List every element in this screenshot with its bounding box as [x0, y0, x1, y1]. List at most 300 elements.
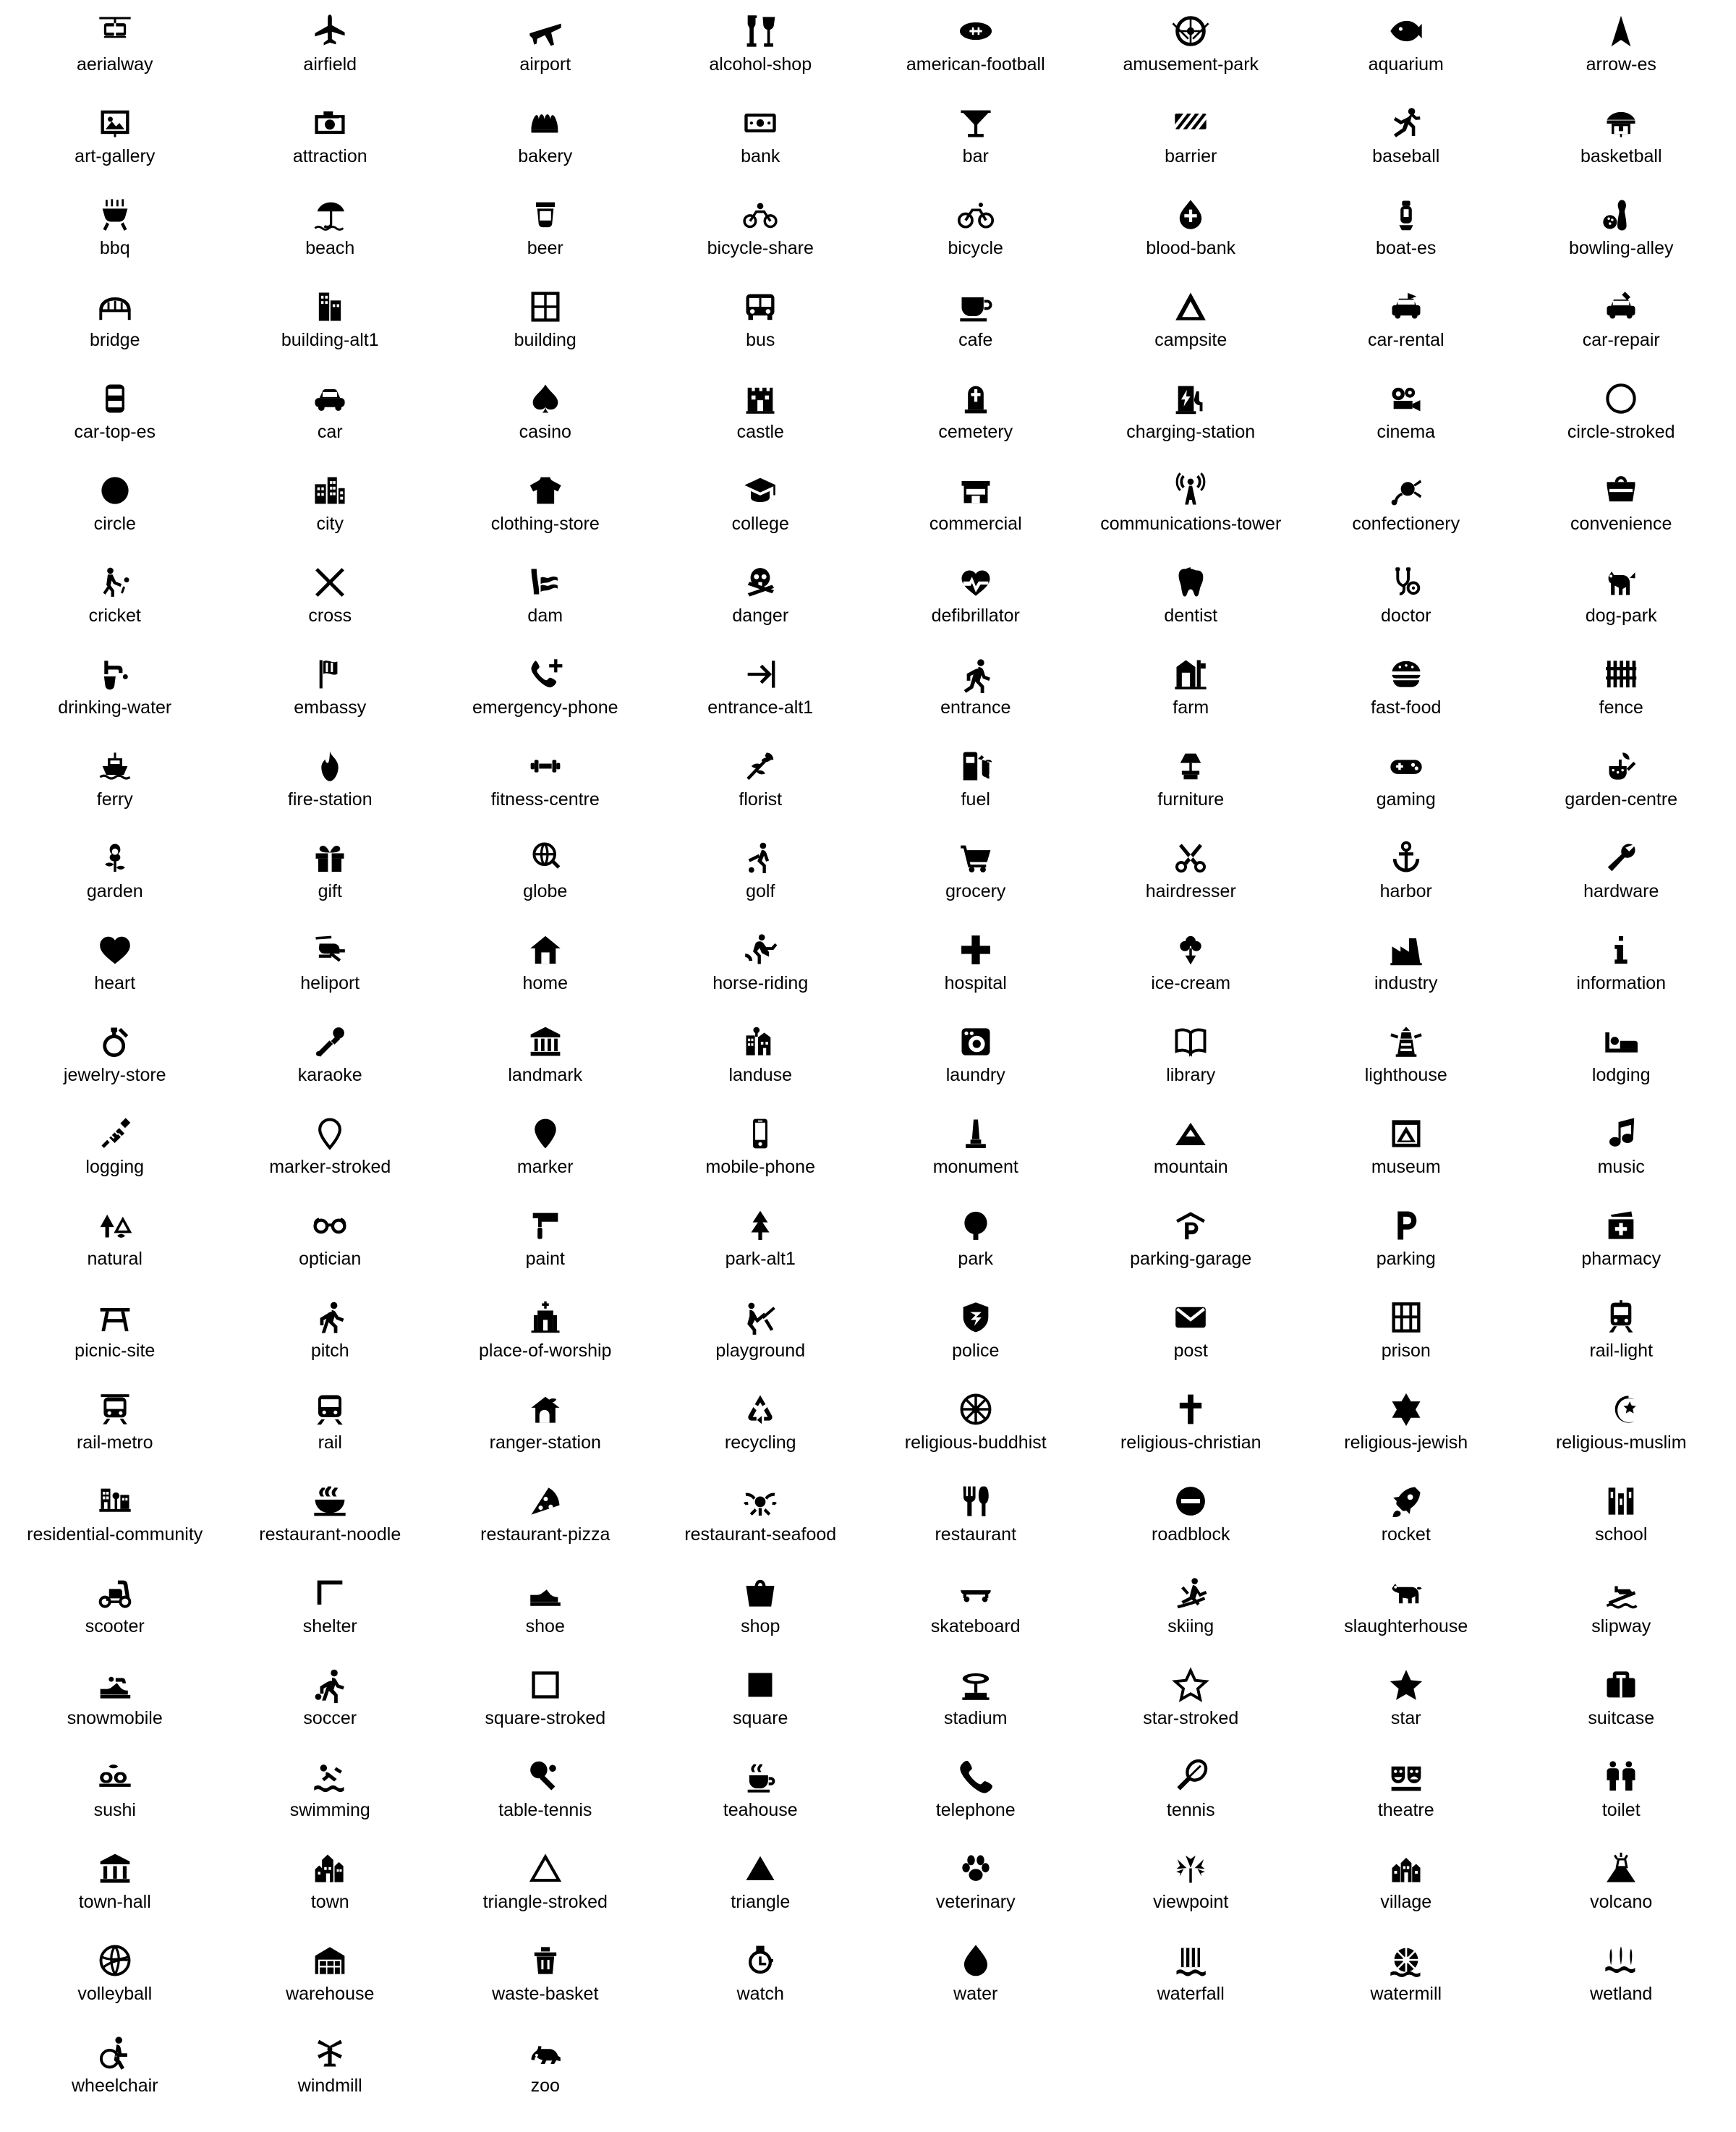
- icon-cell-alcohol-shop[interactable]: [653, 4, 869, 96]
- icon-cell-stadium[interactable]: [868, 1658, 1084, 1750]
- icon-label: garden-centre: [1565, 789, 1678, 810]
- square-stroked-icon: [527, 1662, 564, 1707]
- arrow-es-icon: [1602, 9, 1640, 54]
- icon-cell-restaurant-pizza[interactable]: [438, 1474, 653, 1566]
- icon-label: star-stroked: [1143, 1708, 1239, 1728]
- icon-label: beach: [305, 238, 355, 258]
- embassy-icon: [311, 652, 349, 697]
- icon-cell-aquarium[interactable]: [1298, 4, 1514, 96]
- icon-cell-slipway[interactable]: [1514, 1566, 1729, 1658]
- soccer-icon: [311, 1662, 349, 1707]
- icon-cell-lighthouse[interactable]: [1298, 1015, 1514, 1107]
- circle-stroked-icon: [1602, 376, 1640, 421]
- icon-label: campsite: [1154, 330, 1227, 350]
- icon-cell-prison[interactable]: [1298, 1291, 1514, 1383]
- icon-cell-baseball[interactable]: [1298, 96, 1514, 188]
- icon-cell-park[interactable]: [868, 1199, 1084, 1291]
- icon-cell-communications-tower[interactable]: [1084, 464, 1299, 556]
- icon-cell-bridge[interactable]: [7, 280, 223, 372]
- icon-cell-defibrillator[interactable]: [868, 556, 1084, 647]
- icon-cell-fitness-centre[interactable]: [438, 739, 653, 831]
- laundry-icon: [957, 1019, 995, 1064]
- icon-cell-cricket[interactable]: [7, 556, 223, 647]
- icon-cell-wheelchair[interactable]: [7, 2026, 223, 2118]
- icon-label: school: [1595, 1524, 1648, 1545]
- icon-cell-police[interactable]: [868, 1291, 1084, 1383]
- icon-label: restaurant-pizza: [480, 1524, 610, 1545]
- icon-cell-car-repair[interactable]: [1514, 280, 1729, 372]
- icon-label: snowmobile: [67, 1708, 163, 1728]
- icon-cell-bank[interactable]: [653, 96, 869, 188]
- icon-cell-airfield[interactable]: [223, 4, 438, 96]
- baseball-icon: [1387, 101, 1425, 145]
- icon-cell-optician[interactable]: [223, 1199, 438, 1291]
- icon-cell-confectionery[interactable]: [1298, 464, 1514, 556]
- viewpoint-icon: [1172, 1846, 1209, 1891]
- icon-cell-building[interactable]: [438, 280, 653, 372]
- icon-label: emergency-phone: [472, 697, 618, 718]
- icon-cell-marker[interactable]: [438, 1107, 653, 1199]
- icon-cell-square[interactable]: [653, 1658, 869, 1750]
- icon-label: wheelchair: [71, 2076, 158, 2096]
- icon-cell-hairdresser[interactable]: [1084, 831, 1299, 923]
- icon-cell-pitch[interactable]: [223, 1291, 438, 1383]
- icon-cell-karaoke[interactable]: [223, 1015, 438, 1107]
- icon-cell-cafe[interactable]: [868, 280, 1084, 372]
- icon-label: shelter: [302, 1616, 357, 1636]
- icon-label: religious-muslim: [1555, 1432, 1687, 1453]
- icon-label: defibrillator: [931, 606, 1020, 626]
- icon-cell-village[interactable]: [1298, 1842, 1514, 1934]
- icon-cell-skateboard[interactable]: [868, 1566, 1084, 1658]
- icon-cell-bus[interactable]: [653, 280, 869, 372]
- icon-cell-suitcase[interactable]: [1514, 1658, 1729, 1750]
- icon-cell-zoo[interactable]: [438, 2026, 653, 2118]
- icon-cell-fire-station[interactable]: [223, 739, 438, 831]
- icon-label: waste-basket: [492, 1984, 599, 2004]
- icon-cell-golf[interactable]: [653, 831, 869, 923]
- blood-bank-icon: [1172, 192, 1209, 237]
- tennis-icon: [1172, 1754, 1209, 1799]
- icon-cell-waste-basket[interactable]: [438, 1934, 653, 2026]
- icon-label: picnic-site: [75, 1341, 156, 1361]
- icon-cell-swimming[interactable]: [223, 1750, 438, 1842]
- icon-label: cafe: [958, 330, 993, 350]
- icon-cell-circle[interactable]: [7, 464, 223, 556]
- icon-label: sushi: [93, 1800, 136, 1820]
- icon-label: skateboard: [930, 1616, 1021, 1636]
- icon-cell-shelter[interactable]: [223, 1566, 438, 1658]
- icon-label: heliport: [300, 973, 360, 993]
- icon-cell-mobile-phone[interactable]: [653, 1107, 869, 1199]
- icon-cell-post[interactable]: [1084, 1291, 1299, 1383]
- florist-icon: [741, 744, 779, 789]
- veterinary-icon: [957, 1846, 995, 1891]
- icon-cell-doctor[interactable]: [1298, 556, 1514, 647]
- icon-cell-emergency-phone[interactable]: [438, 647, 653, 739]
- icon-cell-rocket[interactable]: [1298, 1474, 1514, 1566]
- slipway-icon: [1602, 1571, 1640, 1615]
- icon-cell-volcano[interactable]: [1514, 1842, 1729, 1934]
- jewelry-store-icon: [96, 1019, 134, 1064]
- icon-cell-shop[interactable]: [653, 1566, 869, 1658]
- wheelchair-icon: [96, 2030, 134, 2075]
- triangle-icon: [741, 1846, 779, 1891]
- icon-cell-horse-riding[interactable]: [653, 923, 869, 1015]
- library-icon: [1172, 1019, 1209, 1064]
- icon-cell-pharmacy[interactable]: [1514, 1199, 1729, 1291]
- icon-cell-fence[interactable]: [1514, 647, 1729, 739]
- icon-cell-dam[interactable]: [438, 556, 653, 647]
- icon-cell-lodging[interactable]: [1514, 1015, 1729, 1107]
- icon-cell-attraction[interactable]: [223, 96, 438, 188]
- icon-cell-boat-es[interactable]: [1298, 188, 1514, 280]
- icon-cell-drinking-water[interactable]: [7, 647, 223, 739]
- icon-cell-campsite[interactable]: [1084, 280, 1299, 372]
- icon-cell-square-stroked[interactable]: [438, 1658, 653, 1750]
- icon-cell-natural[interactable]: [7, 1199, 223, 1291]
- place-of-worship-icon: [527, 1295, 564, 1340]
- icon-cell-town-hall[interactable]: [7, 1842, 223, 1934]
- icon-cell-rail[interactable]: [223, 1383, 438, 1474]
- icon-cell-rail-light[interactable]: [1514, 1291, 1729, 1383]
- icon-cell-park-alt1[interactable]: [653, 1199, 869, 1291]
- suitcase-icon: [1602, 1662, 1640, 1707]
- icon-cell-scooter[interactable]: [7, 1566, 223, 1658]
- icon-label: soccer: [303, 1708, 357, 1728]
- icon-cell-restaurant-seafood[interactable]: [653, 1474, 869, 1566]
- icon-cell-ice-cream[interactable]: [1084, 923, 1299, 1015]
- wetland-icon: [1602, 1938, 1640, 1983]
- icon-cell-watch[interactable]: [653, 1934, 869, 2026]
- icon-label: village: [1380, 1892, 1432, 1912]
- icon-label: fitness-centre: [490, 789, 600, 810]
- icon-cell-car-top-es[interactable]: [7, 372, 223, 464]
- icon-label: castle: [736, 422, 784, 442]
- monument-icon: [957, 1111, 995, 1156]
- icon-label: amusement-park: [1123, 54, 1259, 75]
- icon-cell-dog-park[interactable]: [1514, 556, 1729, 647]
- dam-icon: [527, 560, 564, 605]
- toilet-icon: [1602, 1754, 1640, 1799]
- icon-cell-aerialway[interactable]: [7, 4, 223, 96]
- icon-label: cricket: [88, 606, 141, 626]
- icon-cell-parking[interactable]: [1298, 1199, 1514, 1291]
- icon-label: cemetery: [938, 422, 1013, 442]
- car-repair-icon: [1602, 284, 1640, 329]
- icon-cell-commercial[interactable]: [868, 464, 1084, 556]
- city-icon: [311, 468, 349, 513]
- icon-label: rocket: [1381, 1524, 1431, 1545]
- icon-cell-florist[interactable]: [653, 739, 869, 831]
- icon-cell-cross[interactable]: [223, 556, 438, 647]
- icon-cell-garden[interactable]: [7, 831, 223, 923]
- icon-cell-bicycle[interactable]: [868, 188, 1084, 280]
- icon-cell-recycling[interactable]: [653, 1383, 869, 1474]
- icon-cell-library[interactable]: [1084, 1015, 1299, 1107]
- icon-cell-hospital[interactable]: [868, 923, 1084, 1015]
- zoo-icon: [527, 2030, 564, 2075]
- icon-cell-gift[interactable]: [223, 831, 438, 923]
- rail-icon: [311, 1387, 349, 1432]
- icon-label: restaurant-seafood: [684, 1524, 837, 1545]
- icon-cell-windmill[interactable]: [223, 2026, 438, 2118]
- icon-label: entrance: [940, 697, 1011, 718]
- icon-label: florist: [739, 789, 783, 810]
- icon-cell-clothing-store[interactable]: [438, 464, 653, 556]
- icon-cell-furniture[interactable]: [1084, 739, 1299, 831]
- icon-label: gift: [318, 881, 342, 901]
- icon-cell-city[interactable]: [223, 464, 438, 556]
- home-icon: [527, 927, 564, 972]
- icon-cell-waterfall[interactable]: [1084, 1934, 1299, 2026]
- restaurant-pizza-icon: [527, 1479, 564, 1524]
- harbor-icon: [1387, 836, 1425, 880]
- icon-cell-amusement-park[interactable]: [1084, 4, 1299, 96]
- icon-cell-teahouse[interactable]: [653, 1750, 869, 1842]
- icon-label: barrier: [1165, 146, 1217, 166]
- icon-label: rail: [318, 1432, 342, 1453]
- icon-cell-globe[interactable]: [438, 831, 653, 923]
- icon-label: marker: [516, 1157, 574, 1177]
- aerialway-icon: [96, 9, 134, 54]
- icon-cell-convenience[interactable]: [1514, 464, 1729, 556]
- mobile-phone-icon: [741, 1111, 779, 1156]
- icon-label: home: [522, 973, 569, 993]
- icon-cell-telephone[interactable]: [868, 1750, 1084, 1842]
- icon-cell-cinema[interactable]: [1298, 372, 1514, 464]
- icon-label: fire-station: [287, 789, 373, 810]
- icon-label: ferry: [96, 789, 133, 810]
- bank-icon: [741, 101, 779, 145]
- icon-label: wetland: [1590, 1984, 1653, 2004]
- icon-cell-roadblock[interactable]: [1084, 1474, 1299, 1566]
- icon-cell-theatre[interactable]: [1298, 1750, 1514, 1842]
- icon-cell-industry[interactable]: [1298, 923, 1514, 1015]
- icon-cell-arrow-es[interactable]: [1514, 4, 1729, 96]
- icon-label: dentist: [1164, 606, 1218, 626]
- icon-cell-star-stroked[interactable]: [1084, 1658, 1299, 1750]
- icon-cell-hardware[interactable]: [1514, 831, 1729, 923]
- icon-cell-logging[interactable]: [7, 1107, 223, 1199]
- religious-buddhist-icon: [957, 1387, 995, 1432]
- icon-label: landuse: [728, 1065, 793, 1085]
- icon-cell-danger[interactable]: [653, 556, 869, 647]
- icon-cell-bowling-alley[interactable]: [1514, 188, 1729, 280]
- icon-cell-farm[interactable]: [1084, 647, 1299, 739]
- icon-label: religious-buddhist: [904, 1432, 1047, 1453]
- icon-cell-toilet[interactable]: [1514, 1750, 1729, 1842]
- icon-cell-restaurant-noodle[interactable]: [223, 1474, 438, 1566]
- village-icon: [1387, 1846, 1425, 1891]
- icon-cell-home[interactable]: [438, 923, 653, 1015]
- icon-label: bank: [741, 146, 780, 166]
- icon-cell-religious-christian[interactable]: [1084, 1383, 1299, 1474]
- heart-icon: [96, 927, 134, 972]
- icon-cell-landmark[interactable]: [438, 1015, 653, 1107]
- icon-cell-sushi[interactable]: [7, 1750, 223, 1842]
- icon-label: car: [317, 422, 343, 442]
- icon-label: drinking-water: [58, 697, 172, 718]
- icon-label: religious-jewish: [1344, 1432, 1468, 1453]
- icon-cell-laundry[interactable]: [868, 1015, 1084, 1107]
- fuel-icon: [957, 744, 995, 789]
- icon-cell-bar[interactable]: [868, 96, 1084, 188]
- icon-cell-restaurant[interactable]: [868, 1474, 1084, 1566]
- icon-label: teahouse: [723, 1800, 798, 1820]
- icon-cell-water[interactable]: [868, 1934, 1084, 2026]
- icon-label: city: [316, 514, 344, 534]
- icon-label: grocery: [945, 881, 1006, 901]
- icon-cell-paint[interactable]: [438, 1199, 653, 1291]
- icon-cell-gaming[interactable]: [1298, 739, 1514, 831]
- icon-cell-entrance[interactable]: [868, 647, 1084, 739]
- alcohol-shop-icon: [741, 9, 779, 54]
- icon-cell-mountain[interactable]: [1084, 1107, 1299, 1199]
- icon-label: danger: [732, 606, 789, 626]
- prison-icon: [1387, 1295, 1425, 1340]
- icon-cell-information[interactable]: [1514, 923, 1729, 1015]
- icon-cell-shoe[interactable]: [438, 1566, 653, 1658]
- icon-cell-heart[interactable]: [7, 923, 223, 1015]
- icon-cell-skiing[interactable]: [1084, 1566, 1299, 1658]
- information-icon: [1602, 927, 1640, 972]
- icon-label: baseball: [1372, 146, 1440, 166]
- icon-cell-bbq[interactable]: [7, 188, 223, 280]
- icon-cell-embassy[interactable]: [223, 647, 438, 739]
- icon-cell-grocery[interactable]: [868, 831, 1084, 923]
- icon-cell-dentist[interactable]: [1084, 556, 1299, 647]
- icon-cell-religious-muslim[interactable]: [1514, 1383, 1729, 1474]
- table-tennis-icon: [527, 1754, 564, 1799]
- icon-cell-slaughterhouse[interactable]: [1298, 1566, 1514, 1658]
- icon-cell-harbor[interactable]: [1298, 831, 1514, 923]
- icon-label: table-tennis: [498, 1800, 592, 1820]
- icon-cell-picnic-site[interactable]: [7, 1291, 223, 1383]
- icon-cell-circle-stroked[interactable]: [1514, 372, 1729, 464]
- icon-cell-museum[interactable]: [1298, 1107, 1514, 1199]
- icon-cell-basketball[interactable]: [1514, 96, 1729, 188]
- icon-cell-viewpoint[interactable]: [1084, 1842, 1299, 1934]
- icon-label: basketball: [1580, 146, 1662, 166]
- icon-cell-fast-food[interactable]: [1298, 647, 1514, 739]
- icon-label: car-repair: [1582, 330, 1660, 350]
- icon-cell-place-of-worship[interactable]: [438, 1291, 653, 1383]
- icon-cell-heliport[interactable]: [223, 923, 438, 1015]
- post-icon: [1172, 1295, 1209, 1340]
- danger-icon: [741, 560, 779, 605]
- rocket-icon: [1387, 1479, 1425, 1524]
- icon-cell-volleyball[interactable]: [7, 1934, 223, 2026]
- icon-label: place-of-worship: [479, 1341, 612, 1361]
- icon-cell-rail-metro[interactable]: [7, 1383, 223, 1474]
- icon-cell-ranger-station[interactable]: [438, 1383, 653, 1474]
- icon-cell-beer[interactable]: [438, 188, 653, 280]
- icon-cell-ferry[interactable]: [7, 739, 223, 831]
- icon-cell-building-alt1[interactable]: [223, 280, 438, 372]
- icon-label: hospital: [944, 973, 1007, 993]
- icon-cell-residential-community[interactable]: [7, 1474, 223, 1566]
- icon-label: mountain: [1153, 1157, 1228, 1177]
- icon-cell-entrance-alt1[interactable]: [653, 647, 869, 739]
- icon-cell-casino[interactable]: [438, 372, 653, 464]
- icon-cell-watermill[interactable]: [1298, 1934, 1514, 2026]
- hairdresser-icon: [1172, 836, 1209, 880]
- icon-cell-castle[interactable]: [653, 372, 869, 464]
- icon-cell-bicycle-share[interactable]: [653, 188, 869, 280]
- icon-label: parking: [1376, 1249, 1436, 1269]
- icon-cell-garden-centre[interactable]: [1514, 739, 1729, 831]
- icon-cell-religious-buddhist[interactable]: [868, 1383, 1084, 1474]
- fitness-centre-icon: [527, 744, 564, 789]
- music-icon: [1602, 1111, 1640, 1156]
- icon-cell-monument[interactable]: [868, 1107, 1084, 1199]
- water-icon: [957, 1938, 995, 1983]
- icon-cell-religious-jewish[interactable]: [1298, 1383, 1514, 1474]
- icon-cell-warehouse[interactable]: [223, 1934, 438, 2026]
- icon-cell-wetland[interactable]: [1514, 1934, 1729, 2026]
- icon-label: museum: [1371, 1157, 1441, 1177]
- icon-cell-airport[interactable]: [438, 4, 653, 96]
- rail-metro-icon: [96, 1387, 134, 1432]
- icon-cell-car[interactable]: [223, 372, 438, 464]
- icon-cell-beach[interactable]: [223, 188, 438, 280]
- icon-label: fence: [1599, 697, 1643, 718]
- commercial-icon: [957, 468, 995, 513]
- icon-cell-tennis[interactable]: [1084, 1750, 1299, 1842]
- icon-cell-cemetery[interactable]: [868, 372, 1084, 464]
- icon-cell-snowmobile[interactable]: [7, 1658, 223, 1750]
- icon-cell-triangle-stroked[interactable]: [438, 1842, 653, 1934]
- icon-cell-parking-garage[interactable]: [1084, 1199, 1299, 1291]
- icon-cell-triangle[interactable]: [653, 1842, 869, 1934]
- icon-label: toilet: [1601, 1800, 1641, 1820]
- icon-cell-american-football[interactable]: [868, 4, 1084, 96]
- icon-cell-music[interactable]: [1514, 1107, 1729, 1199]
- icon-cell-blood-bank[interactable]: [1084, 188, 1299, 280]
- icon-cell-soccer[interactable]: [223, 1658, 438, 1750]
- college-icon: [741, 468, 779, 513]
- icon-cell-veterinary[interactable]: [868, 1842, 1084, 1934]
- icon-cell-marker-stroked[interactable]: [223, 1107, 438, 1199]
- icon-cell-jewelry-store[interactable]: [7, 1015, 223, 1107]
- natural-icon: [96, 1203, 134, 1248]
- heliport-icon: [311, 927, 349, 972]
- restaurant-seafood-icon: [741, 1479, 779, 1524]
- icon-cell-star[interactable]: [1298, 1658, 1514, 1750]
- rail-light-icon: [1602, 1295, 1640, 1340]
- icon-cell-table-tennis[interactable]: [438, 1750, 653, 1842]
- icon-cell-fuel[interactable]: [868, 739, 1084, 831]
- swimming-icon: [311, 1754, 349, 1799]
- icon-label: triangle-stroked: [482, 1892, 608, 1912]
- icon-cell-car-rental[interactable]: [1298, 280, 1514, 372]
- icon-cell-playground[interactable]: [653, 1291, 869, 1383]
- icon-cell-bakery[interactable]: [438, 96, 653, 188]
- icon-cell-town[interactable]: [223, 1842, 438, 1934]
- icon-cell-barrier[interactable]: [1084, 96, 1299, 188]
- ice-cream-icon: [1172, 927, 1209, 972]
- waste-basket-icon: [527, 1938, 564, 1983]
- stadium-icon: [957, 1662, 995, 1707]
- icon-label: bowling-alley: [1568, 238, 1674, 258]
- icon-cell-school[interactable]: [1514, 1474, 1729, 1566]
- icon-cell-art-gallery[interactable]: [7, 96, 223, 188]
- icon-cell-college[interactable]: [653, 464, 869, 556]
- icon-cell-landuse[interactable]: [653, 1015, 869, 1107]
- icon-label: bbq: [99, 238, 130, 258]
- icon-cell-charging-station[interactable]: [1084, 372, 1299, 464]
